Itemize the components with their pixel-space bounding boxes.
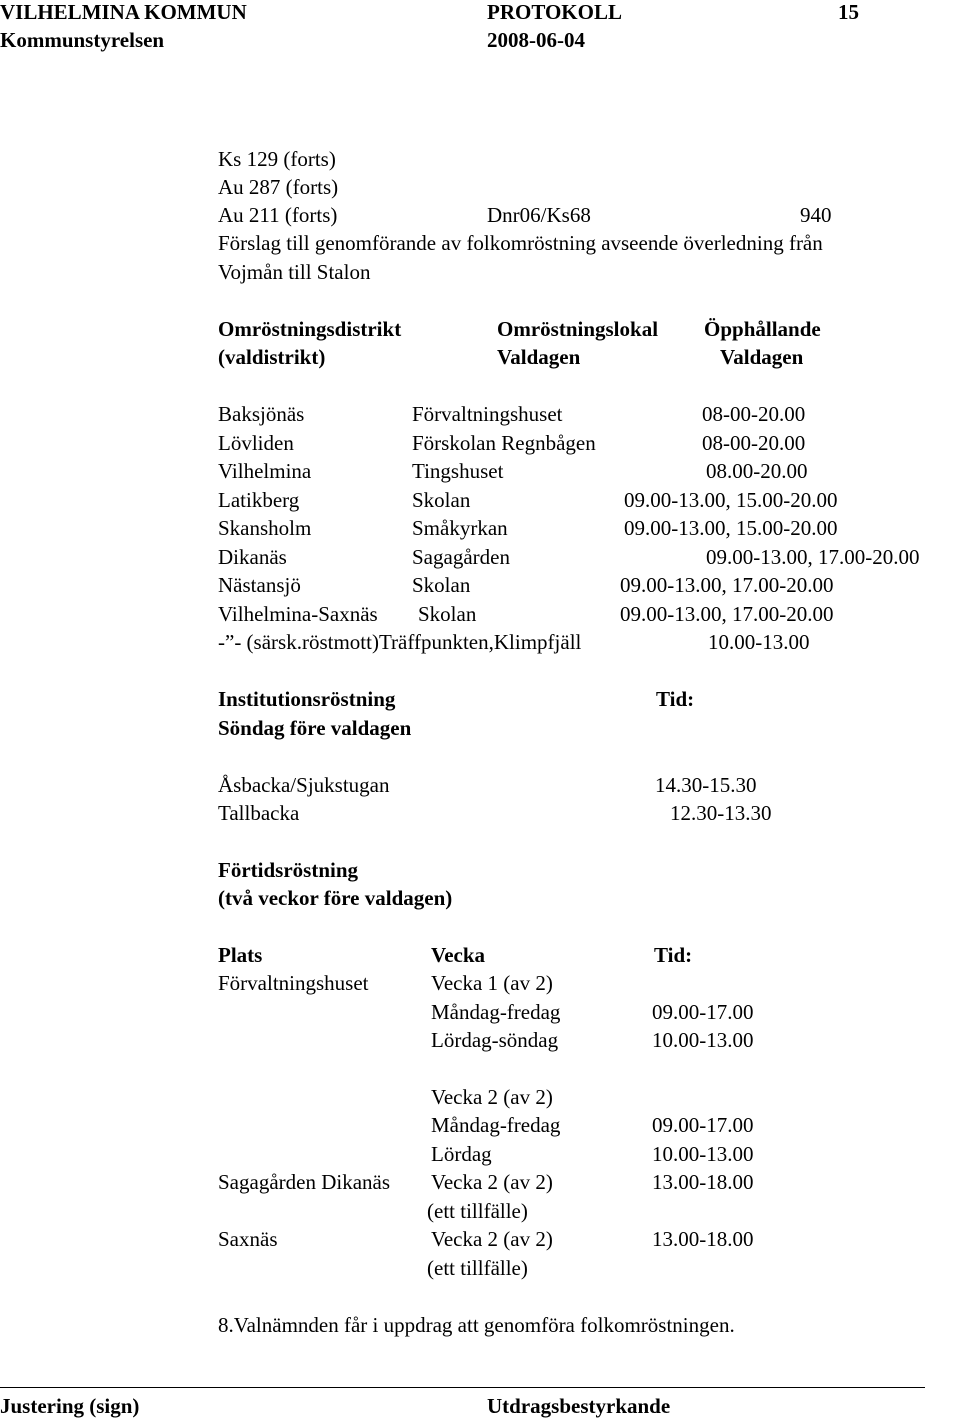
title-line-1: Förslag till genomförande av folkomröstning avseende överledning från <box>218 231 823 255</box>
hours-subheader: Valdagen <box>720 345 804 369</box>
opening-hours: 09.00-13.00, 17.00-20.00 <box>620 573 834 597</box>
district-name: Vilhelmina-Saxnäs <box>218 602 378 626</box>
early-voting-time: 10.00-13.00 <box>652 1142 754 1166</box>
opening-hours: 09.00-13.00, 15.00-20.00 <box>624 516 838 540</box>
time-column-header: Tid: <box>654 943 693 967</box>
opening-hours: 08.00-20.00 <box>706 459 808 483</box>
early-voting-place: Sagagården Dikanäs <box>218 1170 391 1194</box>
polling-location: Skolan <box>412 573 471 597</box>
polling-location: Förskolan Regnbågen <box>412 431 596 455</box>
location-subheader: Valdagen <box>497 345 581 369</box>
polling-location: Skolan <box>418 602 477 626</box>
district-name: Lövliden <box>218 431 294 455</box>
early-voting-week: Måndag-fredag <box>431 1000 561 1024</box>
district-subheader: (valdistrikt) <box>218 345 326 369</box>
decision-point: 8.Valnämnden får i uppdrag att genomföra folkomröstningen. <box>218 1313 735 1337</box>
au-reference-2: Au 211 (forts) <box>218 203 338 227</box>
early-voting-time: 13.00-18.00 <box>652 1170 754 1194</box>
polling-location: Sagagården <box>412 545 510 569</box>
diary-number: Dnr06/Ks68 <box>487 203 591 227</box>
early-voting-time: 09.00-17.00 <box>652 1000 754 1024</box>
early-voting-place: Förvaltningshuset <box>218 971 369 995</box>
title-line-2: Vojmån till Stalon <box>218 260 371 284</box>
polling-location: Förvaltningshuset <box>412 402 563 426</box>
opening-hours: 09.00-13.00, 15.00-20.00 <box>624 488 838 512</box>
early-voting-heading: Förtidsröstning <box>218 858 359 882</box>
district-name: Nästansjö <box>218 573 301 597</box>
early-voting-week: (ett tillfälle) <box>427 1256 528 1280</box>
polling-location: Småkyrkan <box>412 516 508 540</box>
opening-hours: 08-00-20.00 <box>702 402 806 426</box>
document-type: PROTOKOLL <box>487 0 622 24</box>
footer-certification-label: Utdragsbestyrkande <box>487 1394 671 1418</box>
location-header: Omröstningslokal <box>497 317 659 341</box>
hours-header: Öpphållande <box>704 317 821 341</box>
institution-time: 14.30-15.30 <box>655 773 757 797</box>
au-reference-1: Au 287 (forts) <box>218 175 339 199</box>
footer-signature-label: Justering (sign) <box>0 1394 140 1418</box>
page-number: 15 <box>838 0 859 24</box>
early-voting-week: Lördag <box>431 1142 492 1166</box>
polling-location: Skolan <box>412 488 471 512</box>
footer-rule <box>0 1387 925 1388</box>
special-polling-row: -”- (särsk.röstmott)Träffpunkten,Klimpfjäll <box>218 630 582 654</box>
district-name: Latikberg <box>218 488 300 512</box>
place-column-header: Plats <box>218 943 263 967</box>
opening-hours: 09.00-13.00, 17.00-20.00 <box>706 545 920 569</box>
ks-reference: Ks 129 (forts) <box>218 147 336 171</box>
early-voting-week: Vecka 2 (av 2) <box>431 1227 553 1251</box>
early-voting-subheading: (två veckor före valdagen) <box>218 886 453 910</box>
early-voting-week: Vecka 2 (av 2) <box>431 1170 553 1194</box>
district-name: Skansholm <box>218 516 312 540</box>
institution-heading: Institutionsröstning <box>218 687 396 711</box>
district-header: Omröstningsdistrikt <box>218 317 402 341</box>
institution-time-header: Tid: <box>656 687 695 711</box>
early-voting-time: 09.00-17.00 <box>652 1113 754 1137</box>
early-voting-week: (ett tillfälle) <box>427 1199 528 1223</box>
early-voting-week: Vecka 2 (av 2) <box>431 1085 553 1109</box>
meeting-date: 2008-06-04 <box>487 28 585 52</box>
early-voting-week: Lördag-söndag <box>431 1028 559 1052</box>
opening-hours: 08-00-20.00 <box>702 431 806 455</box>
polling-location: Tingshuset <box>412 459 504 483</box>
week-column-header: Vecka <box>431 943 486 967</box>
district-name: Baksjönäs <box>218 402 305 426</box>
institution-place: Tallbacka <box>218 801 300 825</box>
institution-time: 12.30-13.30 <box>670 801 772 825</box>
district-name: Dikanäs <box>218 545 287 569</box>
special-polling-hours: 10.00-13.00 <box>708 630 810 654</box>
institution-subheading: Söndag före valdagen <box>218 716 412 740</box>
early-voting-place: Saxnäs <box>218 1227 278 1251</box>
district-name: Vilhelmina <box>218 459 312 483</box>
case-number: 940 <box>800 203 832 227</box>
early-voting-time: 13.00-18.00 <box>652 1227 754 1251</box>
early-voting-week: Vecka 1 (av 2) <box>431 971 553 995</box>
municipality-name: VILHELMINA KOMMUN <box>0 0 247 24</box>
opening-hours: 09.00-13.00, 17.00-20.00 <box>620 602 834 626</box>
committee-name: Kommunstyrelsen <box>0 28 165 52</box>
institution-place: Åsbacka/Sjukstugan <box>218 773 390 797</box>
early-voting-week: Måndag-fredag <box>431 1113 561 1137</box>
early-voting-time: 10.00-13.00 <box>652 1028 754 1052</box>
